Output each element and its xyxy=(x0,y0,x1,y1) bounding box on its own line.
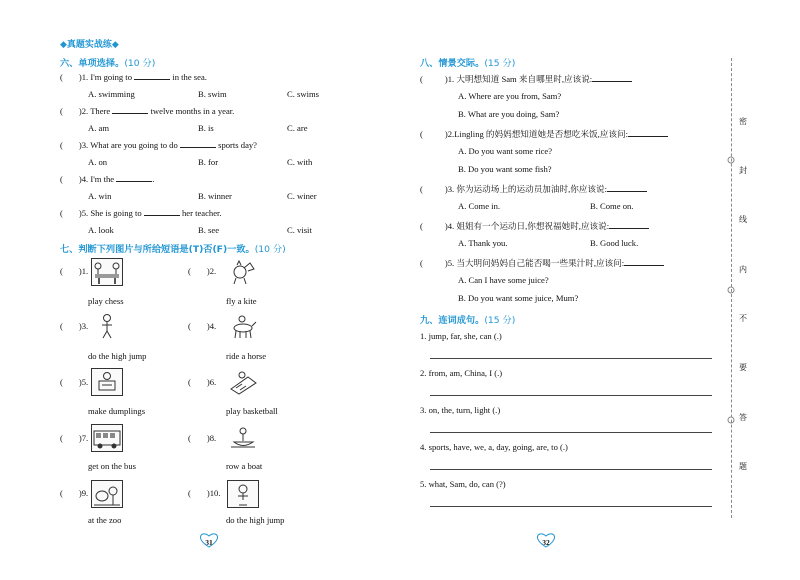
option-a: A. Can I have some juice? xyxy=(458,275,549,285)
option-c: C. are xyxy=(287,123,308,133)
section-6-points: (10 分) xyxy=(124,58,156,69)
dialog-question: ( )2.Lingling 的妈妈想知道她是否想吃米饭,应该问: xyxy=(420,128,668,140)
option-c: C. visit xyxy=(287,225,312,235)
fill-blank[interactable] xyxy=(112,106,148,114)
option-b: B. What are you doing, Sam? xyxy=(458,109,560,119)
word-order-prompt: 1. jump, far, she, can (.) xyxy=(420,331,502,341)
judge-item: ( )1. xyxy=(60,266,89,276)
option-b: B. swim xyxy=(198,89,227,99)
bus-picture xyxy=(91,424,123,452)
option-b: B. Good luck. xyxy=(590,238,639,248)
section-7-title xyxy=(60,241,286,255)
seal-char: 要 xyxy=(739,363,747,372)
judge-item: ( )7. xyxy=(60,433,89,443)
kite-picture xyxy=(227,258,259,286)
option-a: A. look xyxy=(88,225,114,235)
fill-blank[interactable] xyxy=(180,140,216,148)
choice-question: ( )2. There twelve months in a year. xyxy=(60,106,235,116)
section-7-points: (10 分) xyxy=(254,244,286,255)
section-8-points: (15 分) xyxy=(484,58,516,69)
phrase: do the high jump xyxy=(226,515,285,525)
dialog-question: ( )3. 你为运动场上的运动员加油时,你应该说: xyxy=(420,183,647,195)
chess-picture xyxy=(91,258,123,286)
answer-line[interactable] xyxy=(430,506,712,507)
option-c: C. winer xyxy=(287,191,317,201)
section-banner: ◆真题实战练◆ xyxy=(60,40,119,50)
section-6-heading: 六、单项选择。 xyxy=(60,58,125,69)
answer-line[interactable] xyxy=(430,432,712,433)
choice-question: ( )1. I'm going to in the sea. xyxy=(60,72,207,82)
seal-char: 题 xyxy=(739,462,747,471)
basketball-picture xyxy=(227,368,259,396)
fill-blank[interactable] xyxy=(624,258,664,266)
phrase: play basketball xyxy=(226,406,278,416)
phrase: do the high jump xyxy=(88,351,147,361)
page-number-left: 31 xyxy=(205,538,213,547)
dialog-question: ( )5. 当大明问妈妈自己能否喝一些果汁时,应该问: xyxy=(420,257,664,269)
answer-line[interactable] xyxy=(430,358,712,359)
option-b: B. is xyxy=(198,123,214,133)
judge-item: ( )6. xyxy=(188,377,217,387)
seal-char: 内 xyxy=(739,265,747,274)
option-b: B. Do you want some juice, Mum? xyxy=(458,293,579,303)
option-c: C. with xyxy=(287,157,313,167)
seal-dots xyxy=(726,60,736,520)
option-a: A. Come in. xyxy=(458,201,501,211)
option-a: A. Thank you. xyxy=(458,238,508,248)
fill-blank[interactable] xyxy=(134,72,170,80)
section-7-heading: 七、判断下列图片与所给短语是(T)否(F)一致。 xyxy=(60,244,255,255)
word-order-prompt: 3. on, the, turn, light (.) xyxy=(420,405,501,415)
seal-char: 答 xyxy=(739,413,747,422)
page-number-right: 32 xyxy=(542,538,550,547)
judge-item: ( )5. xyxy=(60,377,89,387)
fill-blank[interactable] xyxy=(628,129,668,137)
section-9-points: (15 分) xyxy=(484,315,516,326)
option-b: B. for xyxy=(198,157,219,167)
high-jump-picture-2 xyxy=(227,480,259,508)
option-a: A. swimming xyxy=(88,89,135,99)
option-a: A. Do you want some rice? xyxy=(458,146,553,156)
seal-char: 不 xyxy=(739,314,747,323)
word-order-prompt: 2. from, am, China, I (.) xyxy=(420,368,503,378)
phrase: fly a kite xyxy=(226,296,257,306)
option-a: A. win xyxy=(88,191,112,201)
section-9-heading: 九、连词成句。 xyxy=(420,315,485,326)
dialog-question: ( )4. 姐姐有一个运动日,你想祝福她时,应该说: xyxy=(420,220,649,232)
dialog-question: ( )1. 大明想知道 Sam 来自哪里时,应该说: xyxy=(420,73,632,85)
phrase: make dumplings xyxy=(88,406,146,416)
boat-picture xyxy=(227,424,259,452)
fill-blank[interactable] xyxy=(609,221,649,229)
seal-char: 密 xyxy=(739,117,747,126)
zoo-picture xyxy=(91,480,123,508)
option-a: A. on xyxy=(88,157,108,167)
option-c: C. swims xyxy=(287,89,319,99)
option-b: B. Come on. xyxy=(590,201,634,211)
choice-question: ( )4. I'm the . xyxy=(60,174,155,184)
judge-item: ( )8. xyxy=(188,433,217,443)
choice-question: ( )5. She is going to her teacher. xyxy=(60,208,222,218)
section-8-heading: 八、情景交际。 xyxy=(420,58,485,69)
answer-line[interactable] xyxy=(430,469,712,470)
phrase: row a boat xyxy=(226,461,263,471)
option-b: B. see xyxy=(198,225,220,235)
horse-picture xyxy=(227,312,259,340)
option-b: B. winner xyxy=(198,191,232,201)
section-8-title xyxy=(420,55,515,69)
judge-item: ( )2. xyxy=(188,266,217,276)
word-order-prompt: 4. sports, have, we, a, day, going, are, to (.) xyxy=(420,442,568,452)
phrase: play chess xyxy=(88,296,124,306)
fill-blank[interactable] xyxy=(116,174,152,182)
judge-item: ( )4. xyxy=(188,321,217,331)
judge-item: ( )3. xyxy=(60,321,89,331)
heart-icon xyxy=(535,532,557,548)
seal-char: 线 xyxy=(739,215,747,224)
high-jump-picture xyxy=(91,312,123,340)
dumplings-picture xyxy=(91,368,123,396)
section-9-title xyxy=(420,312,515,326)
option-a: A. Where are you from, Sam? xyxy=(458,91,562,101)
judge-item: ( )9. xyxy=(60,488,89,498)
seal-char: 封 xyxy=(739,166,747,175)
choice-question: ( )3. What are you going to do sports day? xyxy=(60,140,257,150)
section-6-title xyxy=(60,55,155,69)
phrase: at the zoo xyxy=(88,515,122,525)
fill-blank[interactable] xyxy=(144,208,180,216)
fill-blank[interactable] xyxy=(592,74,632,82)
option-b: B. Do you want some fish? xyxy=(458,164,552,174)
option-a: A. am xyxy=(88,123,110,133)
fill-blank[interactable] xyxy=(607,184,647,192)
heart-icon xyxy=(198,532,220,548)
judge-item: ( )10. xyxy=(188,488,221,498)
answer-line[interactable] xyxy=(430,395,712,396)
phrase: ride a horse xyxy=(226,351,267,361)
word-order-prompt: 5. what, Sam, do, can (?) xyxy=(420,479,506,489)
phrase: get on the bus xyxy=(88,461,136,471)
